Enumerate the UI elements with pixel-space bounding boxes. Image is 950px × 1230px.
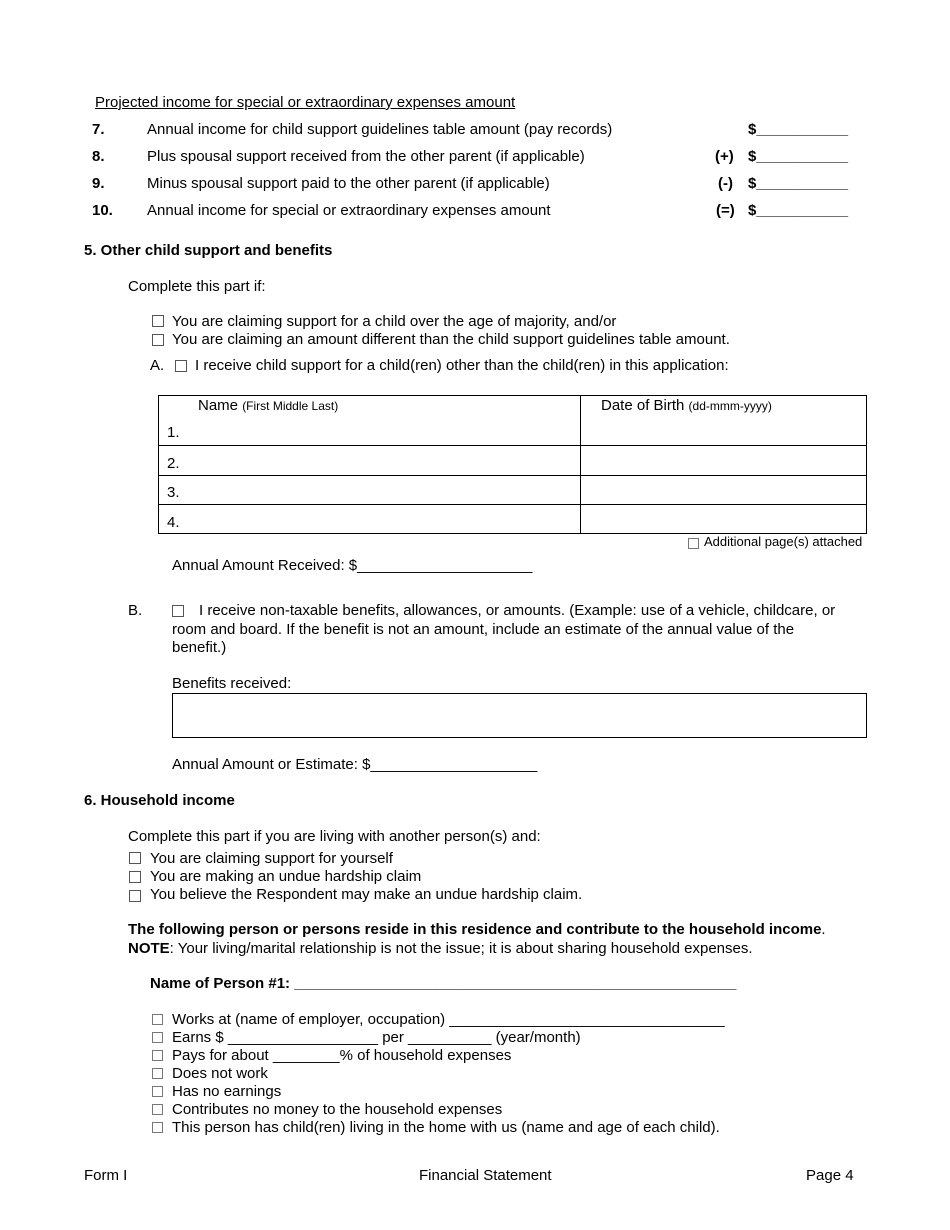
- row-8-amount-field[interactable]: $___________: [748, 148, 849, 165]
- works-at-label: Works at (name of employer, occupation) _________________________________: [172, 1011, 725, 1028]
- earns-checkbox[interactable]: [152, 1032, 163, 1043]
- row-7-amount-field[interactable]: $___________: [748, 121, 849, 138]
- projected-income-heading: Projected income for special or extraordinary expenses amount: [95, 94, 516, 111]
- section-6-heading: 6. Household income: [84, 792, 235, 809]
- row-9-amount-field[interactable]: $___________: [748, 175, 849, 192]
- row-7-number: 7.: [92, 121, 105, 138]
- additional-pages-label: Additional page(s) attached: [704, 534, 863, 549]
- note-text: : Your living/marital relationship is not the issue; it is about sharing household expenses.: [169, 940, 753, 957]
- part-b-checkbox[interactable]: [172, 605, 184, 617]
- person-1-name-field[interactable]: Name of Person #1: _____________________________________________________: [150, 975, 737, 992]
- name-column-hint: (First Middle Last): [242, 399, 339, 413]
- annual-amount-received-field[interactable]: Annual Amount Received: $_____________________: [172, 557, 533, 574]
- row-10-operator: (=): [716, 202, 735, 219]
- part-b-text-line-1: I receive non-taxable benefits, allowances, or amounts. (Example: use of a vehicle, childcare, or: [199, 602, 836, 619]
- part-b-letter: B.: [128, 602, 143, 619]
- note-label: NOTE: [128, 940, 170, 957]
- name-column-label: Name: [198, 397, 239, 414]
- benefits-received-input[interactable]: [172, 693, 867, 738]
- part-a-checkbox[interactable]: [175, 360, 187, 372]
- part-a-label: I receive child support for a child(ren) other than the child(ren) in this application:: [195, 357, 729, 374]
- table-header-dob: [601, 397, 772, 414]
- has-children-label: This person has child(ren) living in the home with us (name and age of each child).: [172, 1119, 720, 1136]
- works-at-checkbox[interactable]: [152, 1014, 163, 1025]
- condition-majority-label: You are claiming support for a child over the age of majority, and/or: [172, 313, 617, 330]
- annual-amount-estimate-field[interactable]: Annual Amount or Estimate: $____________________: [172, 756, 538, 773]
- section-6-intro: Complete this part if you are living with another person(s) and:: [128, 828, 541, 845]
- row-10-label: Annual income for special or extraordinary expenses amount: [147, 202, 551, 219]
- footer-page-number: Page 4: [806, 1167, 854, 1184]
- condition-undue-hardship-label: You are making an undue hardship claim: [150, 868, 422, 885]
- household-note: [128, 940, 753, 957]
- condition-different-amount-checkbox[interactable]: [152, 334, 164, 346]
- condition-self-support-checkbox[interactable]: [129, 852, 141, 864]
- footer-document-title: Financial Statement: [419, 1167, 552, 1184]
- table-row-divider: [158, 504, 867, 505]
- no-contribution-checkbox[interactable]: [152, 1104, 163, 1115]
- row-9-number: 9.: [92, 175, 105, 192]
- no-contribution-label: Contributes no money to the household expenses: [172, 1101, 503, 1118]
- row-9-operator: (-): [718, 175, 733, 192]
- row-10-number: 10.: [92, 202, 113, 219]
- section-5-heading: 5. Other child support and benefits: [84, 242, 333, 259]
- benefits-received-label: Benefits received:: [172, 675, 292, 692]
- part-a-letter: A.: [150, 357, 165, 374]
- dob-column-hint: (dd-mmm-yyyy): [688, 399, 772, 413]
- part-b-text-line-3: benefit.): [172, 639, 227, 656]
- household-persons-period: .: [821, 921, 826, 938]
- footer-form-id: Form I: [84, 1167, 128, 1184]
- condition-different-amount-label: You are claiming an amount different than the child support guidelines table amount.: [172, 331, 730, 348]
- pays-for-label: Pays for about ________% of household expenses: [172, 1047, 512, 1064]
- table-row-2-number: 2.: [167, 455, 180, 472]
- row-7-label: Annual income for child support guidelines table amount (pay records): [147, 121, 613, 138]
- pays-for-checkbox[interactable]: [152, 1050, 163, 1061]
- no-earnings-checkbox[interactable]: [152, 1086, 163, 1097]
- condition-self-support-label: You are claiming support for yourself: [150, 850, 393, 867]
- part-b-text-line-2: room and board. If the benefit is not an amount, include an estimate of the annual value of the: [172, 621, 795, 638]
- table-row-divider: [158, 445, 867, 446]
- dob-column-label: Date of Birth: [601, 397, 685, 414]
- table-row-1-number: 1.: [167, 424, 180, 441]
- row-8-number: 8.: [92, 148, 105, 165]
- has-children-checkbox[interactable]: [152, 1122, 163, 1133]
- row-10-amount-field[interactable]: $___________: [748, 202, 849, 219]
- row-9-label: Minus spousal support paid to the other parent (if applicable): [147, 175, 550, 192]
- table-column-divider: [580, 395, 581, 534]
- children-table: [158, 395, 867, 534]
- condition-respondent-hardship-checkbox[interactable]: [129, 890, 141, 902]
- condition-undue-hardship-checkbox[interactable]: [129, 871, 141, 883]
- does-not-work-checkbox[interactable]: [152, 1068, 163, 1079]
- section-5-intro: Complete this part if:: [128, 278, 266, 295]
- table-row-3-number: 3.: [167, 484, 180, 501]
- table-row-4-number: 4.: [167, 514, 180, 531]
- condition-respondent-hardship-label: You believe the Respondent may make an undue hardship claim.: [150, 886, 583, 903]
- table-header-name: [198, 397, 338, 414]
- no-earnings-label: Has no earnings: [172, 1083, 282, 1100]
- does-not-work-label: Does not work: [172, 1065, 268, 1082]
- earns-label: Earns $ __________________ per __________ (year/month): [172, 1029, 581, 1046]
- additional-pages-checkbox[interactable]: [688, 538, 699, 549]
- row-8-label: Plus spousal support received from the other parent (if applicable): [147, 148, 585, 165]
- table-row-divider: [158, 475, 867, 476]
- household-persons-statement: [128, 921, 826, 938]
- row-8-operator: (+): [715, 148, 734, 165]
- household-persons-bold: The following person or persons reside in this residence and contribute to the household income: [128, 921, 822, 938]
- condition-majority-checkbox[interactable]: [152, 315, 164, 327]
